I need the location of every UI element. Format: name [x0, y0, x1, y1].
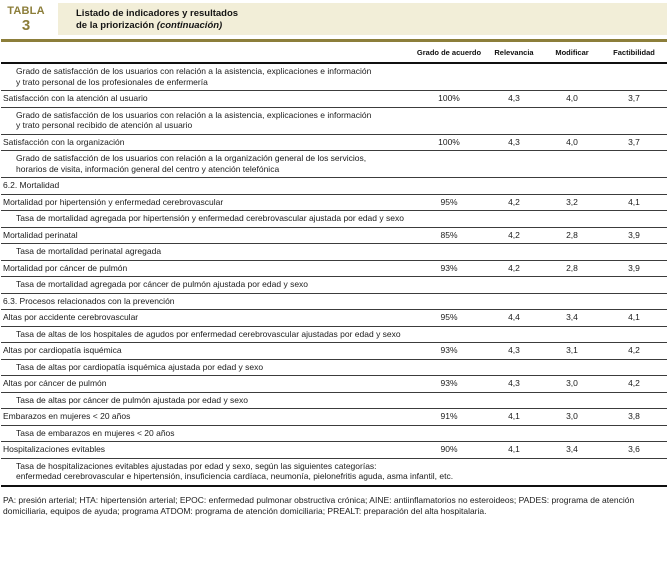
label-line: Altas por cardiopatía isquémica [3, 345, 122, 355]
detail-row [1, 360, 667, 377]
indicator-row [1, 228, 667, 245]
label-line: Altas por accidente cerebrovascular [3, 312, 139, 322]
value-factibilidad: 4,2 [628, 345, 640, 355]
indicator-label [1, 409, 413, 425]
detail-label [1, 211, 667, 227]
label-line: Tasa de mortalidad perinatal agregada [16, 246, 162, 256]
detail-row [1, 64, 667, 91]
value-grado-de-acuerdo: 91% [440, 411, 458, 421]
detail-label [1, 151, 667, 177]
table-number-label [1, 3, 51, 35]
value-factibilidad: 4,1 [628, 312, 640, 322]
indicator-row [1, 442, 667, 459]
detail-row [1, 108, 667, 135]
label-line: Grado de satisfacción de los usuarios con relación a la asistencia, explicaciones e información [16, 109, 372, 120]
value-relevancia: 4,2 [508, 196, 520, 207]
indicator-label [1, 91, 413, 107]
label-line: Tasa de altas por cáncer de pulmón ajustada por edad y sexo [16, 394, 249, 405]
value-relevancia: 4,1 [508, 444, 520, 454]
label-line: Grado de satisfacción de los usuarios con relación a la asistencia, explicaciones e información [16, 66, 372, 76]
label-line: Tasa de mortalidad agregada por cáncer de pulmón ajustada por edad y sexo [16, 279, 309, 289]
indicator-label [1, 195, 413, 211]
label-line: Tasa de embarazos en mujeres < 20 años [16, 427, 175, 438]
detail-row [1, 327, 667, 344]
column-header-grado-de-acuerdo: Grado de acuerdo [416, 48, 482, 57]
indicator-label [1, 261, 413, 277]
value-modificar: 2,8 [566, 229, 578, 240]
value-factibilidad: 3,7 [628, 136, 640, 147]
table-number: 3 [21, 16, 31, 34]
column-header-empty [1, 48, 413, 57]
value-modificar: 3,1 [566, 345, 578, 355]
value-factibilidad: 3,9 [628, 229, 640, 240]
detail-row [1, 426, 667, 443]
column-header-row [1, 42, 667, 64]
section-row [1, 178, 667, 195]
value-grado-de-acuerdo: 95% [440, 312, 458, 322]
value-modificar: 3,0 [566, 411, 578, 421]
table-word: TABLA [7, 4, 45, 17]
detail-label [1, 393, 667, 409]
indicator-row [1, 409, 667, 426]
detail-row [1, 393, 667, 410]
footnote: PA: presión arterial; HTA: hipertensión arterial; EPOC: enfermedad pulmonar obstructiva crónica; AINE: antiinflamatorios no esteroideos; PADES: programa de atención domiciliaria, equipos de ayuda; programa ATDOM: programa de atención domiciliaria; PREALT: preparación del alta hospitalaria. [3, 494, 635, 516]
value-relevancia: 4,2 [508, 262, 520, 273]
table-title-continuation: (continuación) [156, 19, 223, 31]
detail-row [1, 277, 667, 294]
value-modificar: 3,0 [566, 378, 578, 388]
section-row [1, 294, 667, 311]
detail-label [1, 244, 667, 260]
table-header [1, 3, 667, 35]
value-relevancia: 4,4 [508, 312, 520, 322]
value-grado-de-acuerdo: 100% [438, 136, 460, 147]
indicator-label [1, 228, 413, 244]
indicator-row [1, 91, 667, 108]
indicator-row [1, 195, 667, 212]
label-line: Embarazos en mujeres < 20 años [3, 411, 131, 421]
table-body [1, 64, 667, 487]
label-line: Hospitalizaciones evitables [3, 444, 106, 454]
value-relevancia: 4,3 [508, 345, 520, 355]
value-relevancia: 4,1 [508, 411, 520, 421]
value-relevancia: 4,3 [508, 378, 520, 388]
column-header-relevancia: Relevancia [494, 48, 534, 57]
indicator-row [1, 135, 667, 152]
label-line: Mortalidad por hipertensión y enfermedad cerebrovascular [3, 196, 224, 207]
indicator-label [1, 343, 413, 359]
value-grado-de-acuerdo: 100% [438, 93, 460, 103]
detail-label [1, 108, 667, 134]
value-relevancia: 4,3 [508, 136, 520, 147]
indicator-label [1, 135, 413, 151]
label-line: Tasa de altas de los hospitales de agudos por enfermedad cerebrovascular ajustadas por edad y sexo [16, 328, 401, 339]
value-factibilidad: 3,7 [628, 93, 640, 103]
value-modificar: 3,4 [566, 444, 578, 454]
label-line: Tasa de altas por cardiopatía isquémica ajustada por edad y sexo [16, 361, 264, 372]
label-line: horarios de visita, información general del centro y atención telefónica [16, 163, 280, 174]
value-modificar: 4,0 [566, 93, 578, 103]
table-title-line2-text: de la priorización [76, 19, 155, 31]
detail-row [1, 211, 667, 228]
value-grado-de-acuerdo: 85% [440, 229, 458, 240]
detail-label [1, 64, 667, 90]
indicator-row [1, 376, 667, 393]
label-line: 6.2. Mortalidad [3, 180, 60, 190]
indicator-label [1, 442, 413, 458]
value-modificar: 2,8 [566, 262, 578, 273]
detail-label [1, 426, 667, 442]
label-line: 6.3. Procesos relacionados con la prevención [3, 295, 175, 306]
value-grado-de-acuerdo: 93% [440, 378, 458, 388]
label-line: Tasa de hospitalizaciones evitables ajustadas por edad y sexo, según las siguientes categorías: [16, 460, 377, 471]
detail-label [1, 277, 667, 293]
value-grado-de-acuerdo: 95% [440, 196, 458, 207]
detail-label [1, 360, 667, 376]
table-title-line1: Listado de indicadores y resultados [76, 8, 239, 19]
table-title-line2 [76, 20, 661, 32]
value-grado-de-acuerdo: 93% [440, 345, 458, 355]
indicator-row [1, 310, 667, 327]
column-header-factibilidad: Factibilidad [613, 48, 655, 57]
value-modificar: 3,4 [566, 312, 578, 322]
indicator-row [1, 343, 667, 360]
detail-row [1, 244, 667, 261]
value-relevancia: 4,3 [508, 93, 520, 103]
indicator-row [1, 261, 667, 278]
label-line: Satisfacción con la organización [3, 136, 125, 147]
indicator-label [1, 310, 413, 326]
label-line: enfermedad cerebrovascular e hipertensión, insuficiencia cardíaca, neumonía, pielonefritis aguda, asma infantil, etc. [16, 471, 454, 481]
label-line: Satisfacción con la atención al usuario [3, 93, 148, 103]
label-line: Tasa de mortalidad agregada por hipertensión y enfermedad cerebrovascular ajustada por edad y sexo [16, 213, 404, 223]
detail-label [1, 327, 667, 343]
value-factibilidad: 3,8 [628, 411, 640, 421]
label-line: Grado de satisfacción de los usuarios con relación a la organización general de los servicios, [16, 153, 367, 163]
detail-label [1, 459, 667, 485]
value-factibilidad: 4,2 [628, 378, 640, 388]
detail-row [1, 151, 667, 178]
value-relevancia: 4,2 [508, 229, 520, 240]
value-modificar: 4,0 [566, 136, 578, 147]
label-line: Mortalidad por cáncer de pulmón [3, 262, 128, 273]
section-label [1, 294, 667, 310]
section-label [1, 178, 667, 194]
label-line: Altas por cáncer de pulmón [3, 378, 107, 388]
column-header-modificar: Modificar [555, 48, 589, 57]
label-line: y trato personal recibido de atención al usuario [16, 120, 193, 130]
value-modificar: 3,2 [566, 196, 578, 207]
value-factibilidad: 3,9 [628, 262, 640, 273]
detail-row [1, 459, 667, 485]
table-title-panel [58, 3, 667, 35]
value-grado-de-acuerdo: 90% [440, 444, 458, 454]
label-line: y trato personal de los profesionales de enfermería [16, 76, 208, 87]
value-factibilidad: 3,6 [628, 444, 640, 454]
label-line: Mortalidad perinatal [3, 229, 78, 240]
value-factibilidad: 4,1 [628, 196, 640, 207]
indicator-label [1, 376, 413, 392]
value-grado-de-acuerdo: 93% [440, 262, 458, 273]
